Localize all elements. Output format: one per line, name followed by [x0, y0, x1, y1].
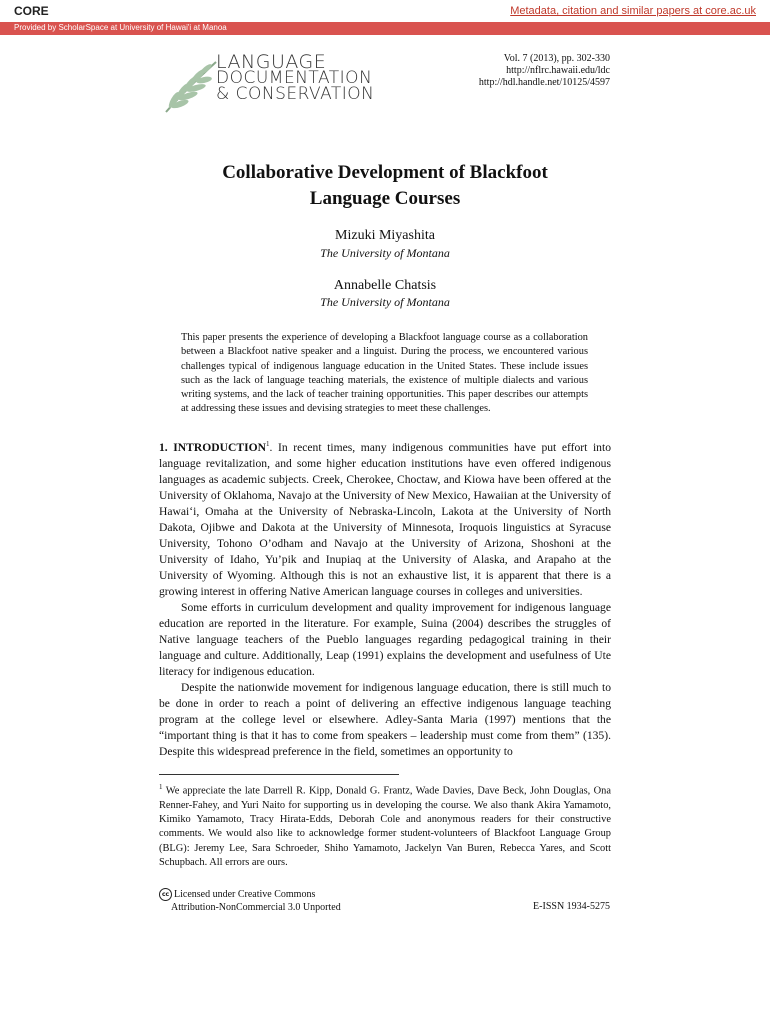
abstract: This paper presents the experience of developing a Blackfoot language course as a collaboration between a Blackfoot native speaker and a linguist. During the process, we encountered various challenges typical of indigenous language education in the United States. These include issues such as the lack of language teaching materials, the existence of multiple dialects and various writing systems, and the lack of teacher training opportunities. This paper describes our attempts at addressing these issues and devising strategies to meet these challenges. — [181, 332, 588, 415]
paragraph-2: Some efforts in curriculum development and quality improvement for indigenous language education are reported in the literature. For example, Suina (2004) describes the struggles of Native language teachers of the Pueblo languages regarding pedagogical training in their language and culture. Additionally, Leap (1991) explains the development and usefulness of Ute literacy for indigenous education. — [159, 600, 611, 678]
logo-line-conservation: & CONSERVATION — [216, 84, 375, 104]
footnote-text: We appreciate the late Darrell R. Kipp, Donald G. Frantz, Wade Davies, Dave Beck, John Douglas, Ona Renner-Fahey, and Yuri Naito for supporting us in developing the course. We also thank Akira Yamamoto, Kimiko Yamamoto, Tracy Hirata-Edds, Deborah Cole and anonymous readers for their constructive comments. We would also like to acknowledge former student-volunteers of Blackfoot Language Group (BLG): Jeremy Lee, Sara Schroeder, Shiho Yamamoto, Jackelyn Van Buren, Rebecca Yares, and Scott Schupbach. All errors are ours. — [159, 785, 611, 868]
affiliation-2: The University of Montana — [320, 295, 450, 309]
journal-logo — [160, 51, 390, 114]
core-metadata-link[interactable]: Metadata, citation and similar papers at core.ac.uk — [510, 5, 756, 17]
affiliation-1: The University of Montana — [320, 246, 450, 260]
logo-line-language: LANGUAGE — [216, 51, 327, 73]
core-logo[interactable]: CORE — [14, 4, 49, 18]
section-heading: 1. INTRODUCTION — [159, 440, 267, 454]
fern-leaf-icon — [160, 56, 220, 116]
title-line-1: Collaborative Development of Blackfoot — [222, 162, 548, 183]
paragraph-3: Despite the nationwide movement for indigenous language education, there is still much to be done in order to reach a point of delivering an effective indigenous language teaching program at the college level or elsewhere. Adley-Santa Maria (1997) mentions that the “important thing is that it has to come from speakers – leadership must come from them” (135). Despite this widespread preference in the field, sometimes an opportunity to — [159, 680, 611, 758]
paragraph-1 — [159, 436, 611, 600]
author-1: Mizuki Miyashita — [335, 228, 435, 243]
footnote — [159, 780, 611, 870]
body-text — [159, 436, 611, 760]
title-line-2: Language Courses — [309, 188, 461, 209]
footnote-ref[interactable]: 1 — [266, 440, 270, 448]
handle-url[interactable]: http://hdl.handle.net/10125/4597 — [478, 77, 610, 88]
footnote-mark: 1 — [159, 783, 163, 791]
provided-by-bar — [0, 22, 770, 35]
volume-pages: Vol. 7 (2013), pp. 302-330 — [503, 53, 610, 64]
license-line-1: Licensed under Creative Commons — [174, 889, 316, 900]
creative-commons-icon: cc — [159, 888, 172, 901]
provided-by-text[interactable]: Provided by ScholarSpace at University of Hawai'i at Manoa — [14, 23, 227, 32]
volume-info — [479, 53, 610, 89]
footnote-divider — [159, 774, 399, 775]
paper-title — [0, 160, 770, 212]
license-line-2: Attribution-NonCommercial 3.0 Unported — [171, 902, 341, 914]
paragraph-1-text: . In recent times, many indigenous communities have put effort into language revitalization, and some higher education institutions have even offered indigenous languages as academic subjects. Creek, Cherokee, Choctaw, and Kiowa have been offered at the University of Oklahoma, Navajo at the University of New Mexico, Hawaiian at the University of Hawai‘i, Omaha at the University of Nebraska-Lincoln, Lakota at the University of North Dakota, Ojibwe and Dakota at the University of Minnesota, Iroquois linguistics at Syracuse University, Tohono O’odham and Navajo at the University of Arizona, Shoshoni at the University of Idaho, Yu’pik and Inupiaq at the University of Alaska, and Arapaho at the University of Wyoming. Although this is not an exhaustive list, it is apparent that there is a growing interest in offering Native American language courses in colleges and universities. — [159, 440, 612, 598]
core-banner — [0, 0, 770, 22]
journal-url[interactable]: http://nflrc.hawaii.edu/ldc — [506, 65, 610, 76]
license-info — [159, 888, 341, 914]
author-2: Annabelle Chatsis — [333, 278, 437, 293]
eissn: E-ISSN 1934-5275 — [533, 901, 610, 912]
logo-line-documentation: DOCUMENTATION — [216, 68, 373, 88]
